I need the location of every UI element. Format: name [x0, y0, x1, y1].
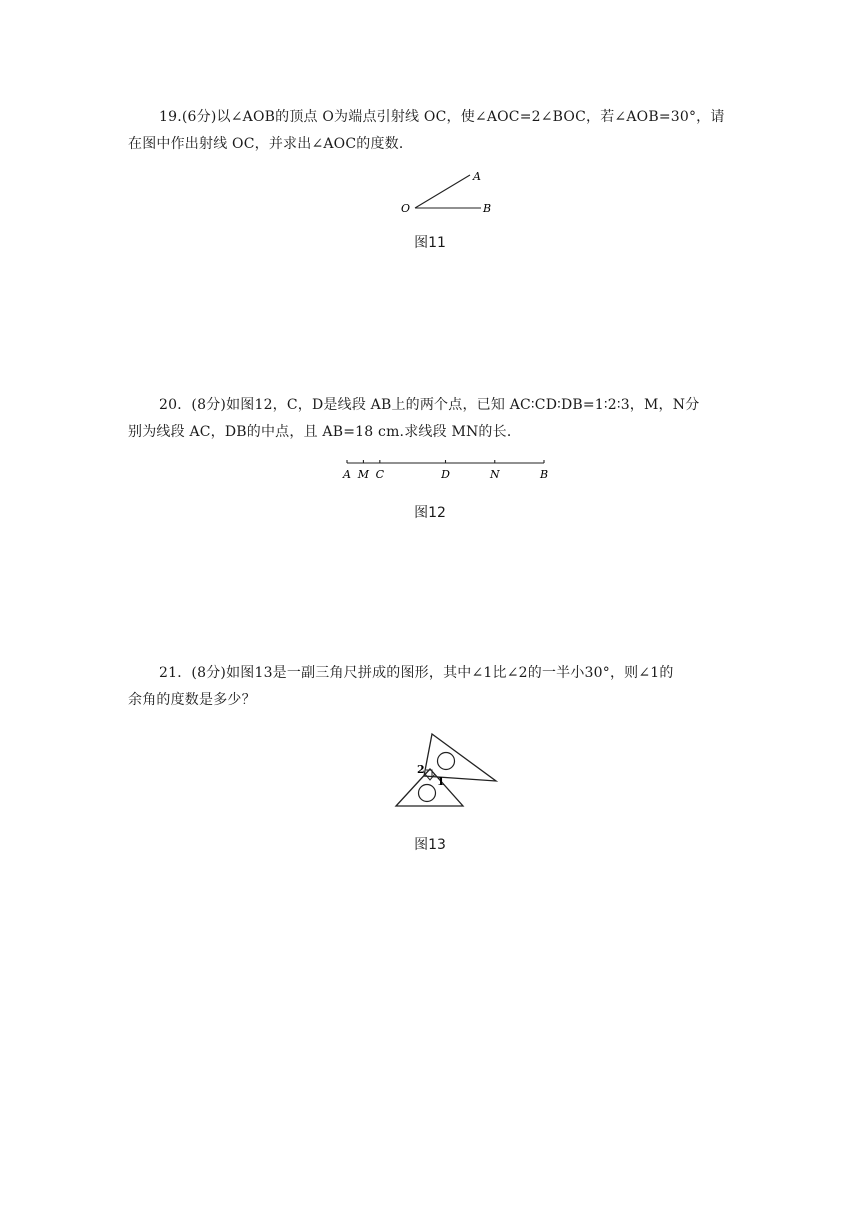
- figure-11: [395, 168, 505, 220]
- label-b: B: [483, 202, 492, 215]
- figure-12: [340, 456, 555, 486]
- question-20-number: 20．: [159, 397, 192, 413]
- question-19-line-1: [128, 104, 734, 131]
- question-21-points: (8分): [191, 665, 227, 681]
- figure-13-caption: 图13: [414, 837, 446, 853]
- set-square-lower-hole: [419, 785, 436, 802]
- label-n: N: [489, 468, 500, 481]
- set-square-lower: [396, 769, 463, 806]
- set-square-upper-hole: [438, 753, 455, 770]
- figure-13: [388, 726, 503, 816]
- question-19-text-2: 在图中作出射线 OC，并求出∠AOC的度数．: [128, 136, 414, 152]
- angle-2-label: 2: [417, 763, 425, 776]
- question-20-points: (8分): [191, 397, 227, 413]
- question-21: [128, 660, 734, 714]
- label-m: M: [357, 468, 370, 481]
- question-19-points: (6分): [181, 109, 217, 125]
- question-20-text-2: 别为线段 AC，DB的中点，且 AB=18 cm.求线段 MN的长．: [128, 424, 522, 440]
- question-21-line-1: [128, 660, 734, 687]
- question-21-text-1: 如图13是一副三角尺拼成的图形，其中∠1比∠2的一半小30°，则∠1的: [226, 665, 674, 681]
- label-o: O: [401, 202, 411, 215]
- figure-11-caption: 图11: [414, 235, 446, 251]
- angle-1-label: 1: [437, 775, 445, 788]
- question-20-line-1: [128, 392, 734, 419]
- label-a: A: [473, 170, 481, 183]
- label-c: C: [375, 468, 385, 481]
- ray-oa: [415, 175, 470, 208]
- label-d: D: [441, 468, 450, 481]
- question-21-number: 21．: [159, 665, 192, 681]
- question-19: [128, 104, 734, 158]
- figure-12-caption: 图12: [414, 505, 446, 521]
- question-20-text-1: 如图12，C，D是线段 AB上的两个点，已知 AC∶CD∶DB=1∶2∶3，M，N分: [226, 397, 700, 413]
- label-b: B: [539, 468, 549, 481]
- question-19-text-1: 以∠AOB的顶点 O为端点引射线 OC，使∠AOC=2∠BOC，若∠AOB=30°，请: [216, 109, 725, 125]
- question-19-number: 19.: [159, 109, 182, 125]
- question-20: [128, 392, 734, 446]
- label-a: A: [343, 468, 351, 481]
- question-21-text-2: 余角的度数是多少？: [128, 692, 256, 708]
